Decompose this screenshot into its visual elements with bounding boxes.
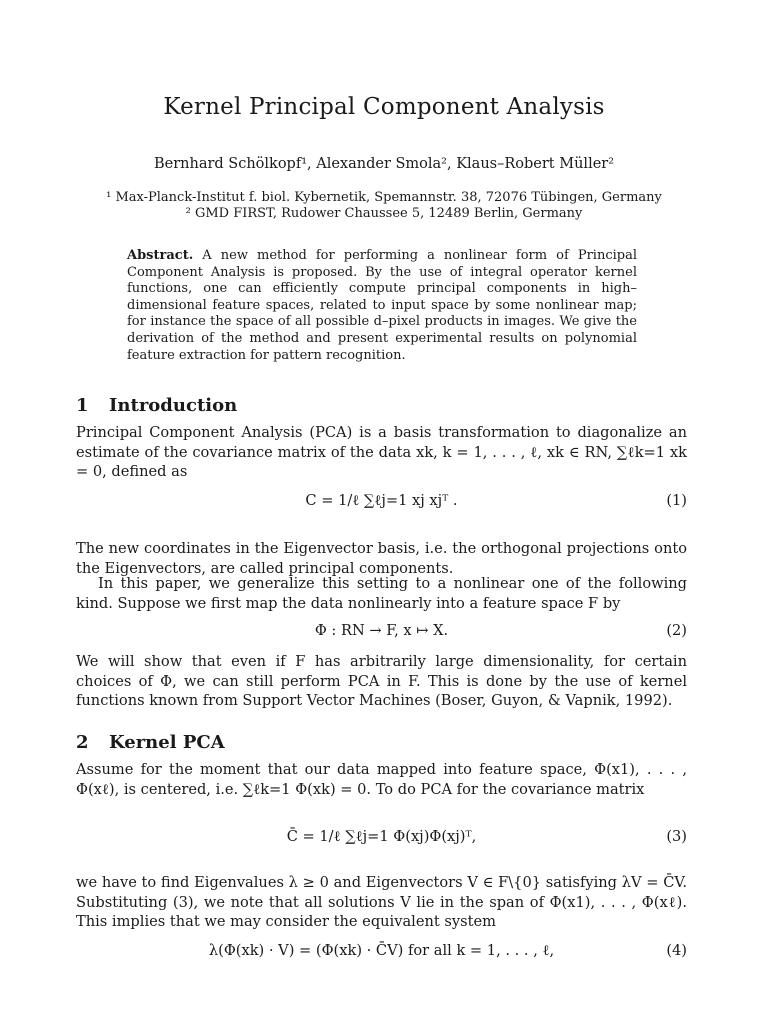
affiliation-2: ² GMD FIRST, Rudower Chaussee 5, 12489 Berlin, Germany: [185, 206, 583, 221]
section-title: Kernel PCA: [109, 732, 225, 753]
equation-2: [76, 622, 687, 652]
equation-3: [76, 828, 687, 858]
intro-paragraph-1: Principal Component Analysis (PCA) is a basis transformation to diagonalize an estimate of the covariance matrix of the data xk, k = 1, . . . , ℓ, xk ∈ RN, ∑ℓk=1 xk = 0, defined as: [76, 424, 687, 480]
paper-title: Kernel Principal Component Analysis: [163, 94, 605, 120]
section-number: 2: [76, 732, 89, 753]
author-list: Bernhard Schölkopf¹, Alexander Smola², Klaus–Robert Müller²: [153, 156, 615, 172]
intro-paragraph-2: The new coordinates in the Eigenvector basis, i.e. the orthogonal projections onto the Eigenvectors, are called principal components.: [76, 540, 687, 577]
kpca-paragraph-1: Assume for the moment that our data mapped into feature space, Φ(x1), . . . , Φ(xℓ), is centered, i.e. ∑ℓk=1 Φ(xk) = 0. To do PCA for the covariance matrix: [76, 761, 687, 798]
equation-1-body: C = 1/ℓ ∑ℓj=1 xj xjᵀ .: [305, 492, 458, 509]
section-title: Introduction: [109, 395, 238, 416]
equation-2-body: Φ : RN → F, x ↦ X.: [314, 622, 449, 639]
section-heading-introduction: [76, 395, 237, 416]
equation-4-number: (4): [666, 942, 687, 959]
equation-3-body: C̄ = 1/ℓ ∑ℓj=1 Φ(xj)Φ(xj)ᵀ,: [286, 828, 477, 845]
abstract-label: Abstract.: [127, 248, 194, 263]
equation-4-body: λ(Φ(xk) · V) = (Φ(xk) · C̄V) for all k = 1, . . . , ℓ,: [208, 942, 555, 959]
equation-1-number: (1): [666, 492, 687, 509]
abstract: [127, 248, 637, 364]
kpca-paragraph-2: we have to find Eigenvalues λ ≥ 0 and Eigenvectors V ∈ F\{0} satisfying λV = C̄V. Substituting (3), we note that all solutions V lie in the span of Φ(x1), . . . , Φ(xℓ). This implies that we may consider the equivalent system: [76, 874, 687, 930]
intro-paragraph-3: [76, 574, 687, 613]
section-number: 1: [76, 395, 89, 416]
intro-paragraph-4: We will show that even if F has arbitrarily large dimensionality, for certain choices of Φ, we can still perform PCA in F. This is done by the use of kernel functions known from Support Vector Machines (Boser, Guyon, & Vapnik, 1992).: [76, 653, 687, 709]
equation-3-number: (3): [666, 828, 687, 845]
equation-1: [76, 492, 687, 522]
intro-paragraph-3-text: In this paper, we generalize this setting to a nonlinear one of the following kind. Suppose we first map the data nonlinearly into a feature space F by: [76, 575, 687, 612]
equation-2-number: (2): [666, 622, 687, 639]
equation-4: [76, 942, 687, 972]
affiliation-1: ¹ Max-Planck-Institut f. biol. Kybernetik, Spemannstr. 38, 72076 Tübingen, Germany: [106, 190, 662, 205]
abstract-text: A new method for performing a nonlinear form of Principal Component Analysis is proposed. By the use of integral operator kernel functions, one can efficiently compute principal components in high–dimensional feature spaces, related to input space by some nonlinear map; for instance the space of all possible d–pixel products in images. We give the derivation of the method and present experimental results on polynomial feature extraction for pattern recognition.: [127, 248, 637, 363]
section-heading-kernel-pca: [76, 732, 225, 753]
